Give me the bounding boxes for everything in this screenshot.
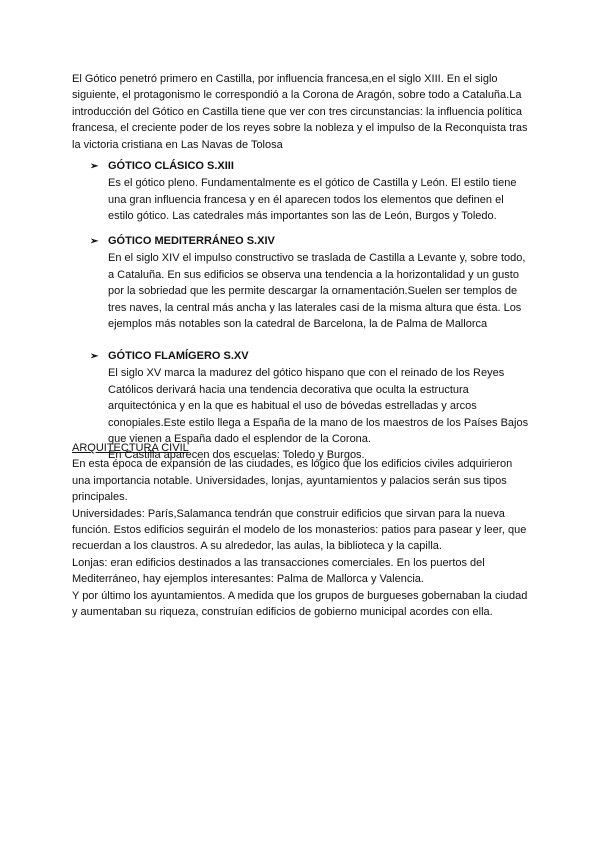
arrow-bullet-icon: ➢ bbox=[90, 236, 99, 247]
civil-paragraph: Lonjas: eran edificios destinados a las transacciones comerciales. En los puertos del Mediterráneo, hay ejemplos interesantes: Palma de Mallorca y Valencia. bbox=[72, 556, 485, 586]
section-heading bbox=[90, 158, 530, 175]
section-title: GÓTICO MEDITERRÁNEO S.XIV bbox=[108, 235, 275, 247]
section-title: GÓTICO FLAMÍGERO S.XV bbox=[108, 350, 249, 362]
civil-architecture-section bbox=[72, 440, 532, 620]
section-body: Es el gótico pleno. Fundamentalmente es el gótico de Castilla y León. El estilo tiene una gran influencia francesa y en él aparecen todos los elementos que definen el estilo gótico. Las catedrales más importantes son las de León, Burgos y Toledo. bbox=[108, 177, 517, 223]
arrow-bullet-icon: ➢ bbox=[90, 351, 99, 362]
section-extra-line: En Castilla aparecen dos escuelas: Toledo y Burgos. bbox=[108, 449, 365, 462]
civil-paragraph: Y por último los ayuntamientos. A medida que los grupos de burgueses gobernaban la ciudad y aumentaban su riqueza, construían edificios de gobierno municipal acordes con ella. bbox=[72, 589, 528, 619]
intro-paragraph: El Gótico penetró primero en Castilla, por influencia francesa,en el siglo XIII. En el siglo siguiente, el protagonismo le correspondió a la Corona de Aragón, sobre todo a Cataluña.La introducción del Gótico en Castilla tiene que ver con tres circunstancias: la influencia política francesa, el creciente poder de los reyes sobre la nobleza y el impulso de la Reconquista tras la victoria cristiana en Las Navas de Tolosa bbox=[72, 73, 528, 151]
arrow-bullet-icon: ➢ bbox=[90, 161, 99, 172]
section-heading bbox=[90, 233, 530, 250]
civil-paragraph: En esta época de expansión de las ciudades, es lógico que los edificios civiles adquirieron una importancia notable. Universidades, lonjas, ayuntamientos y palacios serán sus tipos principales. bbox=[72, 458, 513, 504]
section-gotico-mediterraneo bbox=[90, 233, 530, 332]
section-heading bbox=[90, 348, 530, 365]
section-body: El siglo XV marca la madurez del gótico hispano que con el reinado de los Reyes Católicos derivará hacia una tendencia decorativa que oculta la estructura arquitectónica y en la que es habitual el uso de bóvedas estrelladas y arcos conopiales.Este estilo llega a España de la mano de los maestros de los Países Bajos que vienen a España dado el esplendor de la Corona. bbox=[108, 367, 529, 446]
civil-title: ARQUITECTURA CIVIL bbox=[72, 442, 189, 454]
section-title: GÓTICO CLÁSICO S.XIII bbox=[108, 160, 234, 172]
section-body: En el siglo XIV el impulso constructivo se traslada de Castilla a Levante y, sobre todo, a Cataluña. En sus edificios se observa una tendencia a la horizontalidad y un gusto por la sobriedad que les permite descargar la ornamentación.Suelen ser templos de tres naves, la central más ancha y las laterales casi de la misma altura que ésta. Los ejemplos más notables son la catedral de Barcelona, la de Palma de Mallorca bbox=[108, 252, 526, 331]
section-gotico-clasico bbox=[90, 158, 530, 225]
civil-paragraph: Universidades: París,Salamanca tendrán que construir edificios que sirvan para la nueva función. Estos edificios seguirán el modelo de los monasterios: patios para pasear y leer, que recuerdan a los claustros. A su alrededor, las aulas, la biblioteca y la capilla. bbox=[72, 507, 527, 553]
